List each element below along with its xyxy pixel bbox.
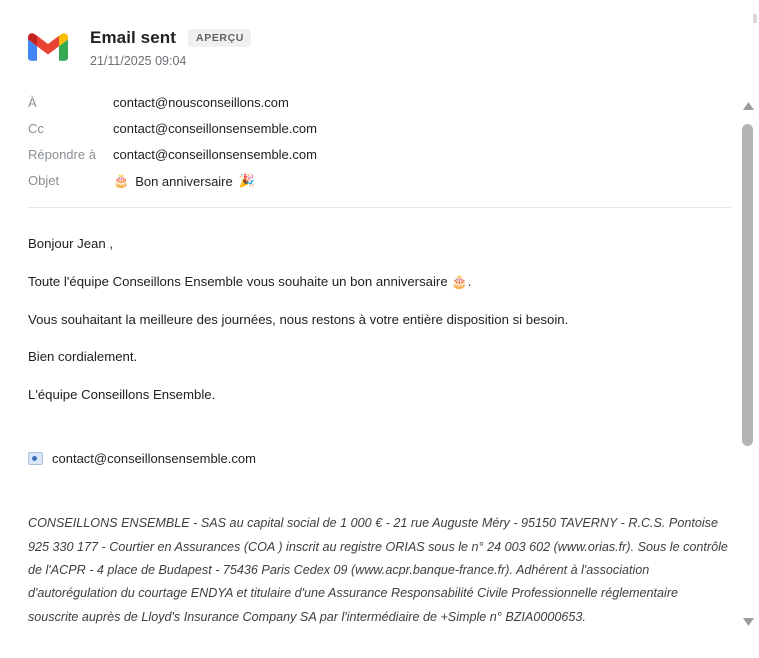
field-value-to: contact@nousconseillons.com [113,95,289,110]
corner-mark [753,14,757,23]
field-label-to: À [28,95,37,110]
party-emoji-icon: 🎉 [238,173,255,188]
body-paragraph: Bonjour Jean , [28,236,114,251]
status-badge: APERÇU [188,29,251,47]
cake-emoji-icon: 🎂 [113,173,130,188]
table-row [28,144,718,170]
field-label-reply-to: Répondre à [28,147,96,162]
email-fields-table [28,92,718,197]
email-header [0,0,759,68]
field-value-subject [113,170,718,197]
scroll-thumb[interactable] [742,124,753,446]
field-label-subject: Objet [28,173,60,188]
table-row [28,118,718,144]
email-body [28,208,731,468]
field-label-cc: Cc [28,121,44,136]
field-value-cc: contact@conseillonsensemble.com [113,121,317,136]
table-row [28,92,718,118]
legal-disclaimer: CONSEILLONS ENSEMBLE - SAS au capital social de 1 000 € - 21 rue Auguste Méry - 95150 TAVERNY - R.C.S. Pontoise 925 330 177 - Courtier en Assurances (COA ) inscrit au registre ORIAS sous le n° 24 003 602 (www.orias.fr). Sous le contrôle de l'ACPR - 4 place de Budapest - 75436 Paris Cedex 09 (www.acpr.banque-france.fr). Adhérent à l'association d'autorégulation du courtage ENDYA et titulaire d'une Assurance Responsabilité Civile Professionnelle réglementaire souscrite auprès de Lloyd's Insurance Company SA par l'intermédiaire de +Simple n° BZIA0000653. [28,516,728,624]
table-row [28,170,718,197]
scroll-up-arrow-icon[interactable] [739,98,757,116]
contact-signature [28,449,731,469]
scroll-down-arrow-icon[interactable] [739,614,757,632]
body-paragraph: Vous souhaitant la meilleure des journées, nous restons à votre entière disposition si besoin. [28,311,569,327]
body-paragraph: Bien cordialement. [28,349,138,365]
gmail-logo [28,32,68,62]
page-title: Email sent [90,28,177,47]
subject-text: Bon anniversaire [135,173,233,189]
timestamp: 21/11/2025 09:04 [90,54,187,68]
body-paragraph: Toute l'équipe Conseillons Ensemble vous souhaite un bon anniversaire 🎂. [28,273,472,289]
contact-card-icon [28,452,43,465]
header-text-block [90,28,251,68]
contact-email-link[interactable]: contact@conseillonsensemble.com [52,450,256,466]
field-value-reply-to: contact@conseillonsensemble.com [113,147,317,162]
title-row [90,28,251,48]
scrollbar[interactable] [737,0,759,658]
body-paragraph: L'équipe Conseillons Ensemble. [28,387,216,403]
